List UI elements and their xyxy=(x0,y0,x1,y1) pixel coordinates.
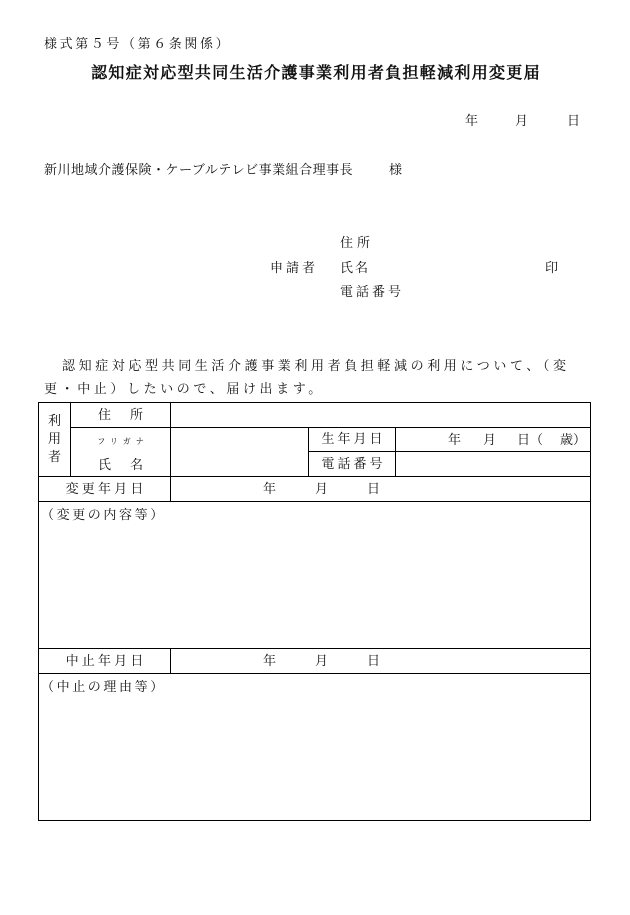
phone-label-cell xyxy=(309,452,396,477)
stop-date-year-unit: 年 xyxy=(263,654,277,669)
table-row xyxy=(39,477,591,502)
address-label: 住 所 xyxy=(97,407,146,423)
user-label-cell xyxy=(39,403,71,477)
birth-date-value-cell xyxy=(396,428,591,452)
addressee-honorific: 様 xyxy=(389,163,403,178)
furigana-label: フリガナ xyxy=(97,437,149,446)
form-title: 認知症対応型共同生活介護事業利用者負担軽減利用変更届 xyxy=(91,63,541,82)
table-row xyxy=(39,649,591,674)
address-label-cell xyxy=(71,403,171,428)
phone-label: 電話番号 xyxy=(321,456,386,472)
applicant-label: 申請者 xyxy=(270,261,319,276)
birth-date-year-unit: 年 xyxy=(448,433,462,448)
change-date-value-cell xyxy=(171,477,591,502)
stop-reason-label: （中止の理由等） xyxy=(41,680,166,695)
stop-date-month-unit: 月 xyxy=(315,654,329,669)
applicant-address-label: 住所 xyxy=(340,236,375,251)
stop-date-value-cell xyxy=(171,649,591,674)
submission-date-day: 日 xyxy=(567,114,581,129)
seal-mark: 印 xyxy=(545,261,559,276)
change-date-label: 変更年月日 xyxy=(65,481,147,497)
change-details-label: （変更の内容等） xyxy=(41,508,166,523)
name-label: 氏 名 xyxy=(97,458,146,473)
change-date-year-unit: 年 xyxy=(263,482,277,497)
name-label-cell xyxy=(71,428,171,477)
change-details-cell xyxy=(39,502,591,649)
applicant-name-label: 氏名 xyxy=(340,261,371,276)
birth-date-label-cell xyxy=(309,428,396,452)
form-number: 様式第５号（第６条関係） xyxy=(44,37,232,52)
submission-date-year: 年 xyxy=(465,114,479,129)
applicant-phone-label: 電話番号 xyxy=(340,285,405,300)
user-info-table xyxy=(38,402,591,821)
table-row xyxy=(39,502,591,649)
stop-date-label-cell xyxy=(39,649,171,674)
birth-date-month-unit: 月 xyxy=(483,433,497,448)
stop-reason-cell xyxy=(39,674,591,821)
stop-date-day-unit: 日 xyxy=(367,654,381,669)
statement-line-2: 更・中止）したいので、届け出ます。 xyxy=(44,382,325,397)
phone-value-cell xyxy=(396,452,591,477)
user-label: 利用者 xyxy=(48,413,62,465)
birth-date-day-unit: 日（ xyxy=(517,433,544,448)
addressee-name: 新川地域介護保険・ケーブルテレビ事業組合理事長 xyxy=(44,163,354,178)
submission-date-month: 月 xyxy=(515,114,529,129)
change-date-month-unit: 月 xyxy=(315,482,329,497)
name-value-cell xyxy=(171,428,309,477)
birth-date-label: 生年月日 xyxy=(321,432,386,447)
table-row xyxy=(39,428,591,452)
address-value-cell xyxy=(171,403,591,428)
change-date-label-cell xyxy=(39,477,171,502)
table-row xyxy=(39,674,591,821)
stop-date-label: 中止年月日 xyxy=(65,653,147,669)
birth-date-age-unit: 歳） xyxy=(560,433,587,448)
statement-line-1: 認知症対応型共同生活介護事業利用者負担軽減の利用について、（変 xyxy=(62,359,570,374)
change-date-day-unit: 日 xyxy=(367,482,381,497)
table-row xyxy=(39,403,591,428)
